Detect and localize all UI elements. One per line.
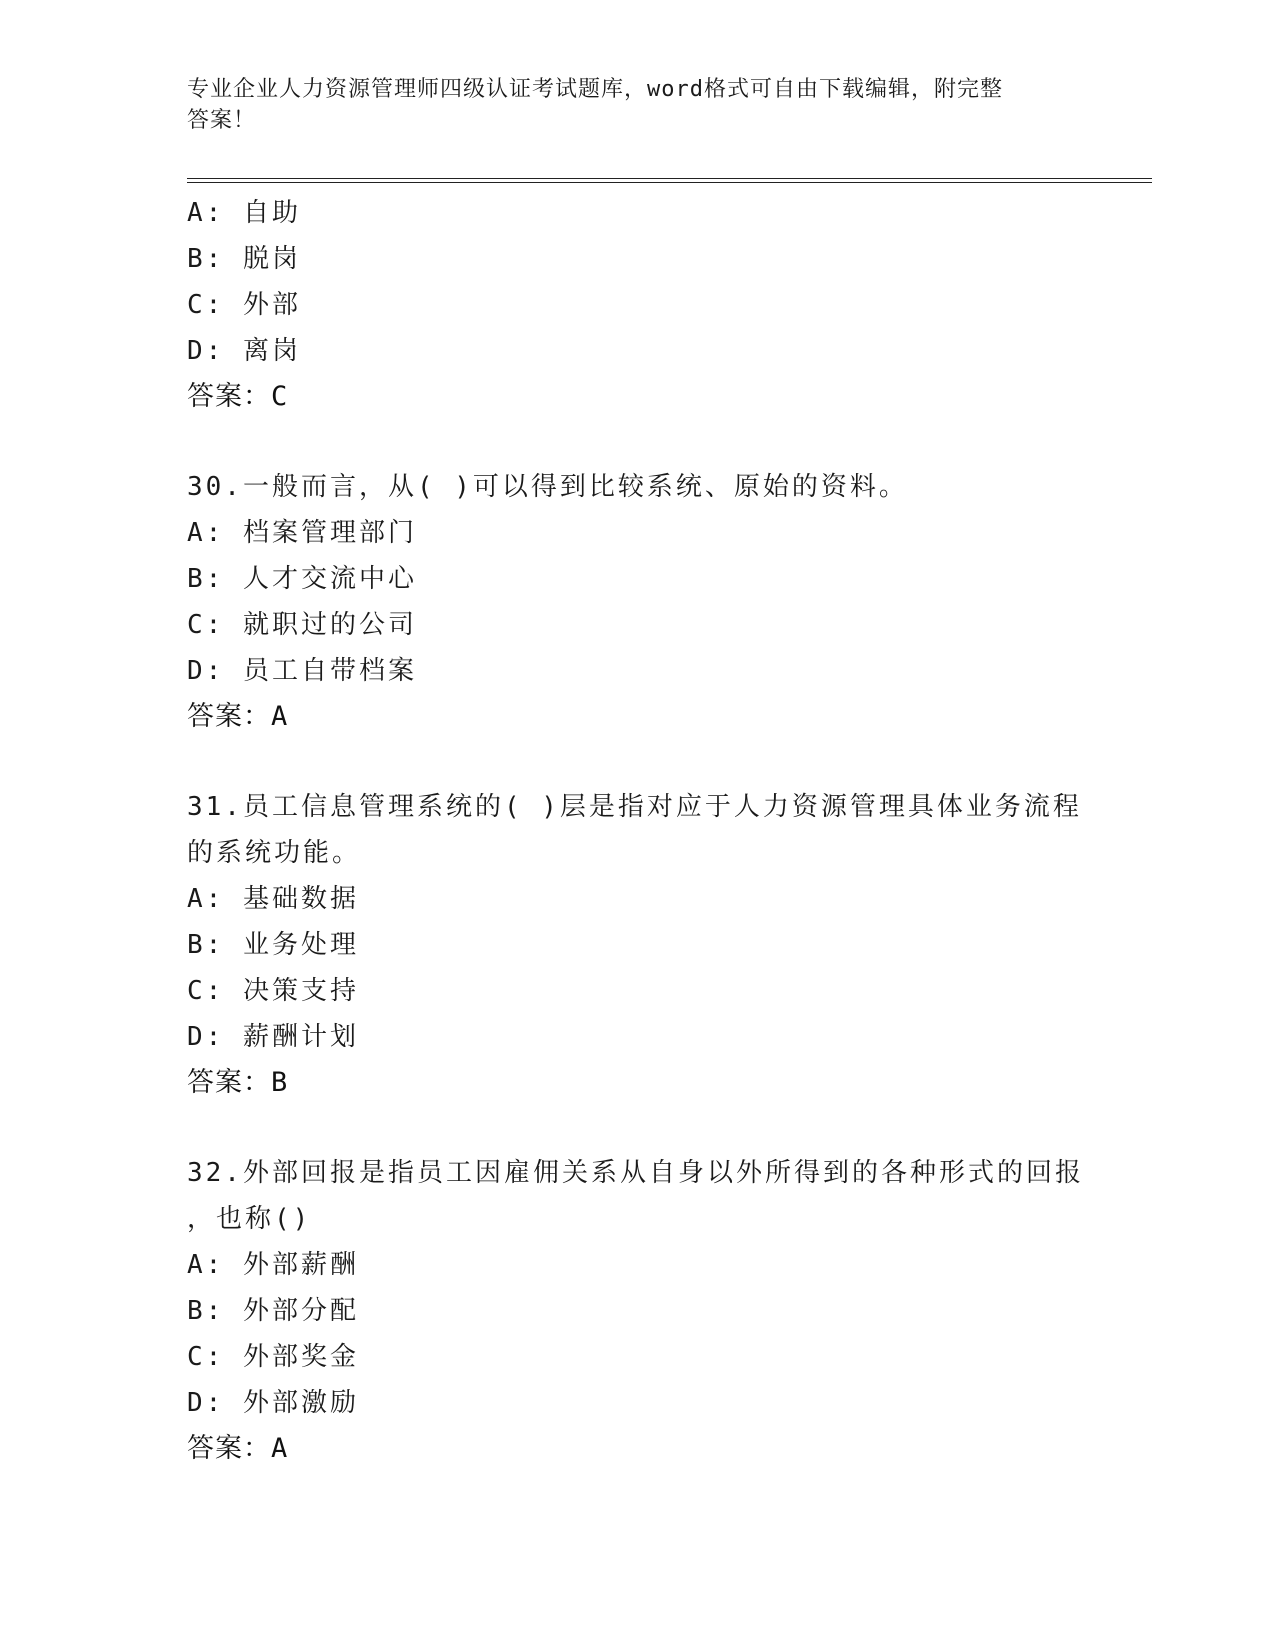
option-d: D: 薪酬计划 xyxy=(187,1022,359,1052)
option-c: C: 就职过的公司 xyxy=(187,610,417,640)
option-a: A: 基础数据 xyxy=(187,884,359,914)
question-stem: 30.一般而言，从( )可以得到比较系统、原始的资料。 xyxy=(187,472,908,502)
question-block-31 xyxy=(187,784,1087,1106)
option-c: C: 外部 xyxy=(187,290,301,320)
header-divider-top xyxy=(187,178,1152,179)
header-divider-bottom xyxy=(187,182,1152,183)
option-a: A: 外部薪酬 xyxy=(187,1250,359,1280)
question-stem-line-1: 31.员工信息管理系统的( )层是指对应于人力资源管理具体业务流程 xyxy=(187,792,1082,822)
option-b: B: 外部分配 xyxy=(187,1296,359,1326)
question-block-32 xyxy=(187,1150,1087,1472)
option-d: D: 外部激励 xyxy=(187,1388,359,1418)
answer: 答案：C xyxy=(187,381,289,412)
header-line-2: 答案！ xyxy=(187,108,257,133)
option-b: B: 业务处理 xyxy=(187,930,359,960)
option-d: D: 离岗 xyxy=(187,336,301,366)
question-list xyxy=(187,190,1087,1472)
answer: 答案：A xyxy=(187,701,289,732)
option-c: C: 外部奖金 xyxy=(187,1342,359,1372)
header-line-1: 专业企业人力资源管理师四级认证考试题库，word格式可自由下载编辑，附完整 xyxy=(187,77,1003,102)
question-block-30 xyxy=(187,464,1087,740)
option-b: B: 人才交流中心 xyxy=(187,564,417,594)
question-stem-line-2: 的系统功能。 xyxy=(187,838,362,868)
option-a: A: 自助 xyxy=(187,198,301,228)
option-b: B: 脱岗 xyxy=(187,244,301,274)
document-header xyxy=(187,74,1067,136)
answer: 答案：A xyxy=(187,1433,289,1464)
option-c: C: 决策支持 xyxy=(187,976,359,1006)
question-stem-line-2: ，也称() xyxy=(187,1204,312,1234)
question-block-prev xyxy=(187,190,1087,420)
answer: 答案：B xyxy=(187,1067,289,1098)
option-a: A: 档案管理部门 xyxy=(187,518,417,548)
question-stem-line-1: 32.外部回报是指员工因雇佣关系从自身以外所得到的各种形式的回报 xyxy=(187,1158,1084,1188)
option-d: D: 员工自带档案 xyxy=(187,656,417,686)
